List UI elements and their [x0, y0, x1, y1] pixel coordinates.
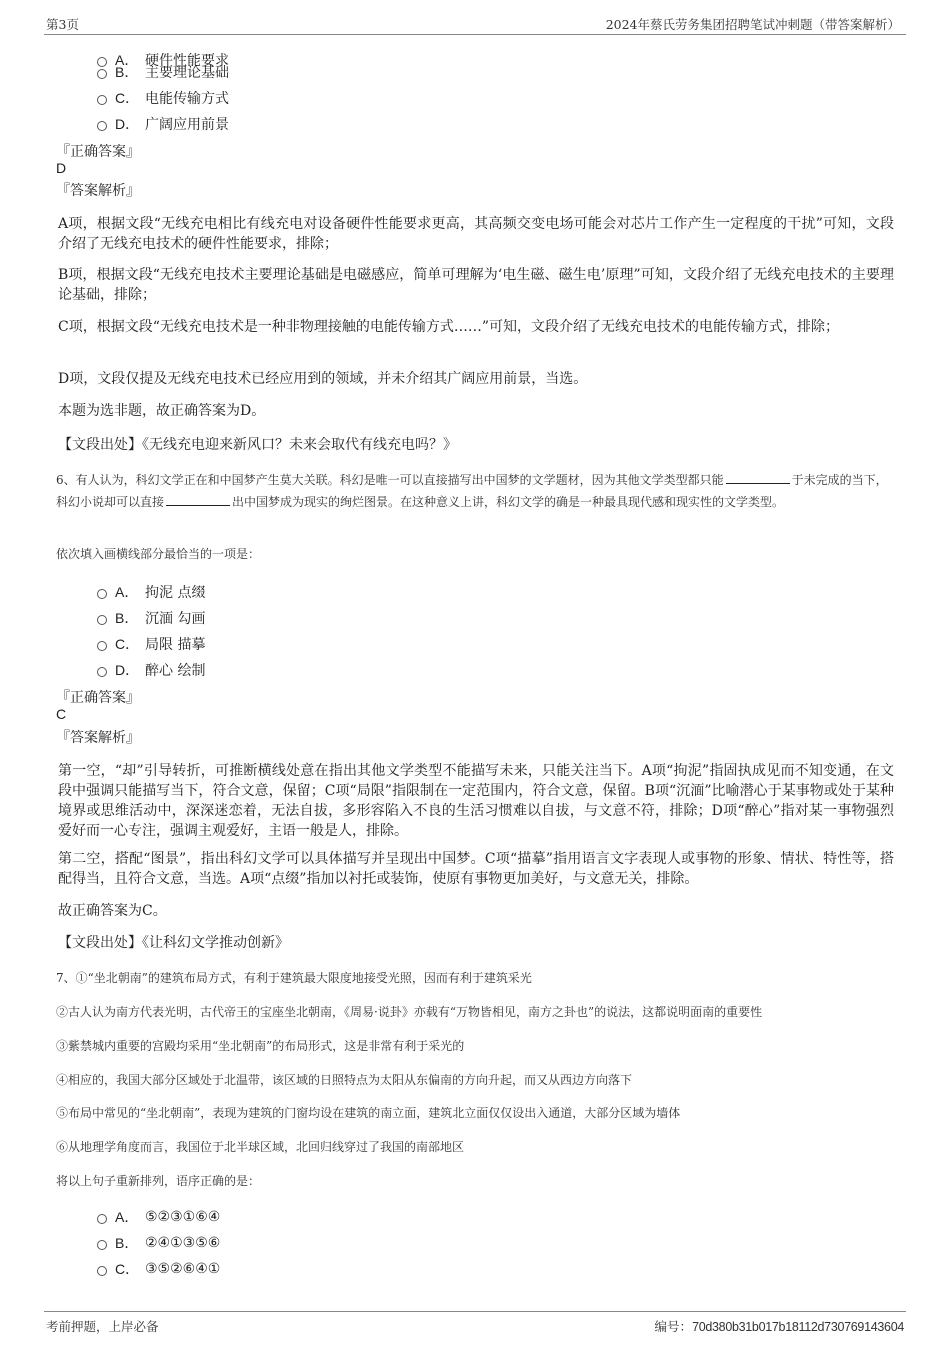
q6-option-a[interactable]: A． 拘泥 点缀 [97, 582, 205, 602]
radio-icon[interactable] [97, 1214, 107, 1224]
q7-sentence-1: 7、①“坐北朝南”的建筑布局方式，有利于建筑最大限度地接受光照，因而有利于建筑采光 [56, 971, 532, 985]
radio-icon[interactable] [97, 1266, 107, 1276]
q7-sentence-4: ④相应的，我国大部分区域处于北温带，该区域的日照特点为太阳从东偏南的方向升起，而又从西边方向落下 [56, 1073, 633, 1087]
q6-analysis-second-blank: 第二空，搭配“图景”，指出科幻文学可以具体描写并呈现出中国梦。C项“描摹”指用语言文字表现人或事物的形象、情状、特性等，搭配得当，且符合文意，当选。A项“点缀”指加以衬托或装饰，使原有事物更加美好，与文意无关，排除。 [58, 851, 894, 887]
q6-option-b[interactable]: B． 沉湎 勾画 [97, 608, 205, 628]
blank-line [166, 494, 230, 506]
q7-sentence-3: ③紫禁城内重要的宫殿均采用“坐北朝南”的布局形式，这是非常有利于采光的 [56, 1039, 465, 1053]
radio-icon[interactable] [97, 641, 107, 651]
q6-conclusion: 故正确答案为C。 [58, 903, 167, 919]
q7-option-c[interactable]: C． ③⑤②⑥④① [97, 1259, 220, 1279]
radio-icon[interactable] [97, 95, 107, 105]
q5-analysis-b: B项，根据文段“无线充电技术主要理论基础是电磁感应，简单可理解为‘电生磁、磁生电’原理”可知，文段介绍了无线充电技术的主要理论基础，排除； [58, 267, 894, 303]
q5-correct-label: 『正确答案』 [56, 144, 140, 160]
q6-analysis-first-blank: 第一空，“却”引导转折，可推断横线处意在指出其他文学类型不能描写未来，只能关注当下。A项“拘泥”指固执成见而不知变通，在文段中强调只能描写当下，符合文意，保留；C项“局限”指限制在一定范围内，符合文意，保留。B项“沉湎”比喻潜心于某事物或处于某种境界或思维活动中，深深迷恋着，无法自拔，多形容陷入不良的生活习惯难以自拔，与文意不符，排除；D项“醉心”指对某一事物强烈爱好而一心专注，强调主观爱好，主语一般是人，排除。 [58, 763, 894, 839]
q5-analysis-a: A项，根据文段“无线充电相比有线充电对设备硬件性能要求更高，其高频交变电场可能会对芯片工作产生一定程度的干扰”可知，文段介绍了无线充电技术的硬件性能要求，排除； [58, 216, 894, 252]
q5-analysis-d: D项，文段仅提及无线充电技术已经应用到的领域，并未介绍其广阔应用前景，当选。 [58, 371, 588, 387]
q5-analysis-c: C项，根据文段“无线充电技术是一种非物理接触的电能传输方式……”可知，文段介绍了无线充电技术的电能传输方式，排除； [58, 319, 840, 335]
document-title: 2024年蔡氏劳务集团招聘笔试冲刺题（带答案解析） [605, 17, 900, 32]
radio-icon[interactable] [97, 121, 107, 131]
q5-option-d[interactable]: D． 广阔应用前景 [97, 114, 229, 134]
blank-line [726, 472, 790, 484]
q6-prompt: 依次填入画横线部分最恰当的一项是： [56, 547, 261, 561]
q6-option-d[interactable]: D． 醉心 绘制 [97, 660, 205, 680]
page-header [44, 14, 906, 35]
radio-icon[interactable] [97, 589, 107, 599]
q5-conclusion: 本题为选非题，故正确答案为D。 [58, 403, 266, 419]
radio-icon[interactable] [97, 1240, 107, 1250]
q6-stem: 6、有人认为，科幻文学正在和中国梦产生莫大关联。科幻是唯一可以直接描写出中国梦的文学题材，因为其他文学类型都只能 于未完成的当下，科幻小说却可以直接 出中国梦成为现实的绚烂图景。在这种意义上讲，科幻文学的确是一种最具现代感和现实性的文学类型。 [56, 473, 888, 509]
q6-correct-label: 『正确答案』 [56, 690, 140, 706]
q7-sentence-6: ⑥从地理学角度而言，我国位于北半球区域，北回归线穿过了我国的南部地区 [56, 1140, 465, 1154]
radio-icon[interactable] [97, 615, 107, 625]
q5-correct-answer: D [56, 160, 67, 176]
footer-slogan: 考前押题，上岸必备 [46, 1319, 159, 1334]
radio-icon[interactable] [97, 667, 107, 677]
q7-sentence-5: ⑤布局中常见的“坐北朝南”，表现为建筑的门窗均设在建筑的南立面，建筑北立面仅仅设出入通道，大部分区域为墙体 [56, 1106, 681, 1120]
q5-source: 【文段出处】《无线充电迎来新风口？未来会取代有线充电吗？》 [58, 437, 457, 453]
q7-option-a[interactable]: A． ⑤②③①⑥④ [97, 1207, 220, 1227]
q6-source: 【文段出处】《让科幻文学推动创新》 [58, 935, 289, 951]
q7-sentence-2: ②古人认为南方代表光明，古代帝王的宝座坐北朝南，《周易·说卦》亦载有“万物皆相见，南方之卦也”的说法，这都说明面南的重要性 [56, 1005, 763, 1019]
q5-analysis-label: 『答案解析』 [56, 183, 140, 199]
page-number: 第3页 [46, 17, 79, 32]
q6-correct-answer: C [56, 706, 67, 722]
q6-analysis-label: 『答案解析』 [56, 730, 140, 746]
q7-option-b[interactable]: B． ②④①③⑤⑥ [97, 1233, 220, 1253]
page-footer [44, 1311, 906, 1336]
q5-option-a[interactable]: A． 硬件性能要求 [97, 50, 229, 70]
radio-icon[interactable] [97, 69, 107, 79]
q5-option-b[interactable]: B． 主要理论基础 [97, 62, 229, 82]
q5-option-c[interactable]: C． 电能传输方式 [97, 88, 229, 108]
footer-code: 编号：70d380b31b017b18112d730769143604 [654, 1319, 904, 1334]
q6-option-c[interactable]: C． 局限 描摹 [97, 634, 205, 654]
q7-prompt: 将以上句子重新排列，语序正确的是： [56, 1174, 261, 1188]
